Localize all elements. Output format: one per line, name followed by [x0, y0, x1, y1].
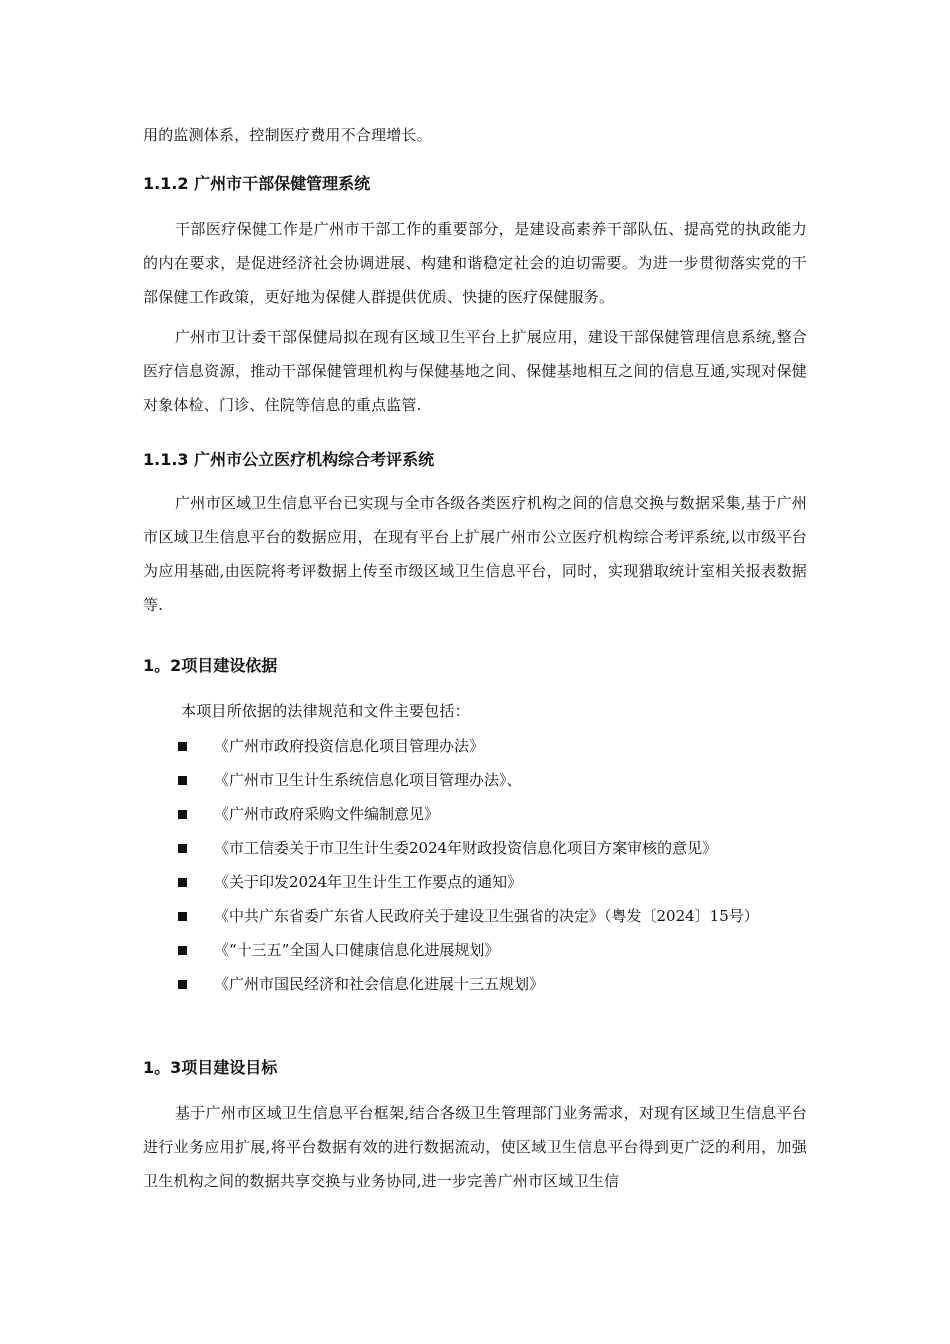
- basis-item-text: 《广州市政府投资信息化项目管理办法》: [214, 737, 485, 755]
- basis-item-text: 《广州市卫生计生系统信息化项目管理办法》、: [214, 771, 522, 789]
- basis-item-text: 《市工信委关于市卫生计生委2024年财政投资信息化项目方案审核的意见》: [214, 839, 718, 857]
- square-bullet-icon: [178, 946, 187, 955]
- paragraph-1-2-intro: 本项目所依据的法律规范和文件主要包括：: [181, 702, 470, 720]
- paragraph-1-1-2-a: 干部医疗保健工作是广州市干部工作的重要部分，是建设高素养干部队伍、提高党的执政能力的内在要求，是促进经济社会协调进展、构建和谐稳定社会的迫切需要。为进一步贯彻落实党的干部保健工作政策，更好地为保健人群提供优质、快捷的医疗保健服务。: [143, 220, 807, 306]
- paragraph-1-1-3: 广州市区域卫生信息平台已实现与全市各级各类医疗机构之间的信息交换与数据采集,基于广州市区域卫生信息平台的数据应用，在现有平台上扩展广州市公立医疗机构综合考评系统,以市级平台为应用基础,由医院将考评数据上传至市级区域卫生信息平台，同时，实现猎取统计室相关报表数据等.: [143, 494, 807, 614]
- square-bullet-icon: [178, 980, 187, 989]
- basis-item: [178, 763, 808, 797]
- paragraph-1-3: 基于广州市区域卫生信息平台框架,结合各级卫生管理部门业务需求，对现有区域卫生信息平台进行业务应用扩展,将平台数据有效的进行数据流动，使区域卫生信息平台得到更广泛的利用，加强卫生机构之间的数据共享交换与业务协同,进一步完善广州市区域卫生信: [143, 1104, 807, 1190]
- basis-item: [178, 899, 808, 933]
- square-bullet-icon: [178, 844, 187, 853]
- basis-item-text: 《中共广东省委广东省人民政府关于建设卫生强省的决定》（粤发〔2024〕15号）: [214, 907, 759, 925]
- basis-item: [178, 797, 808, 831]
- heading-1-3: 1。3项目建设目标: [143, 1058, 278, 1077]
- basis-item: [178, 865, 808, 899]
- basis-item-text: 《“十三五”全国人口健康信息化进展规划》: [214, 941, 500, 959]
- basis-item-text: 《广州市国民经济和社会信息化进展十三五规划》: [214, 975, 545, 993]
- basis-item: [178, 729, 808, 763]
- basis-item-text: 《关于印发2024年卫生计生工作要点的通知》: [214, 873, 523, 891]
- heading-1-1-3: 1.1.3 广州市公立医疗机构综合考评系统: [143, 450, 435, 469]
- square-bullet-icon: [178, 742, 187, 751]
- basis-item: [178, 967, 808, 1001]
- basis-item: [178, 933, 808, 967]
- heading-1-2: 1。2项目建设依据: [143, 656, 278, 675]
- square-bullet-icon: [178, 776, 187, 785]
- square-bullet-icon: [178, 810, 187, 819]
- square-bullet-icon: [178, 878, 187, 887]
- paragraph-1-1-2-b: 广州市卫计委干部保健局拟在现有区域卫生平台上扩展应用，建设干部保健管理信息系统,整合医疗信息资源，推动干部保健管理机构与保健基地之间、保健基地相互之间的信息互通,实现对保健对象体检、门诊、住院等信息的重点监管.: [143, 328, 807, 414]
- basis-list: [178, 729, 808, 1001]
- basis-item: [178, 831, 808, 865]
- heading-1-1-2: 1.1.2 广州市干部保健管理系统: [143, 174, 371, 193]
- basis-item-text: 《广州市政府采购文件编制意见》: [214, 805, 440, 823]
- square-bullet-icon: [178, 912, 187, 921]
- paragraph-intro-tail: 用的监测体系，控制医疗费用不合理增长。: [143, 126, 432, 144]
